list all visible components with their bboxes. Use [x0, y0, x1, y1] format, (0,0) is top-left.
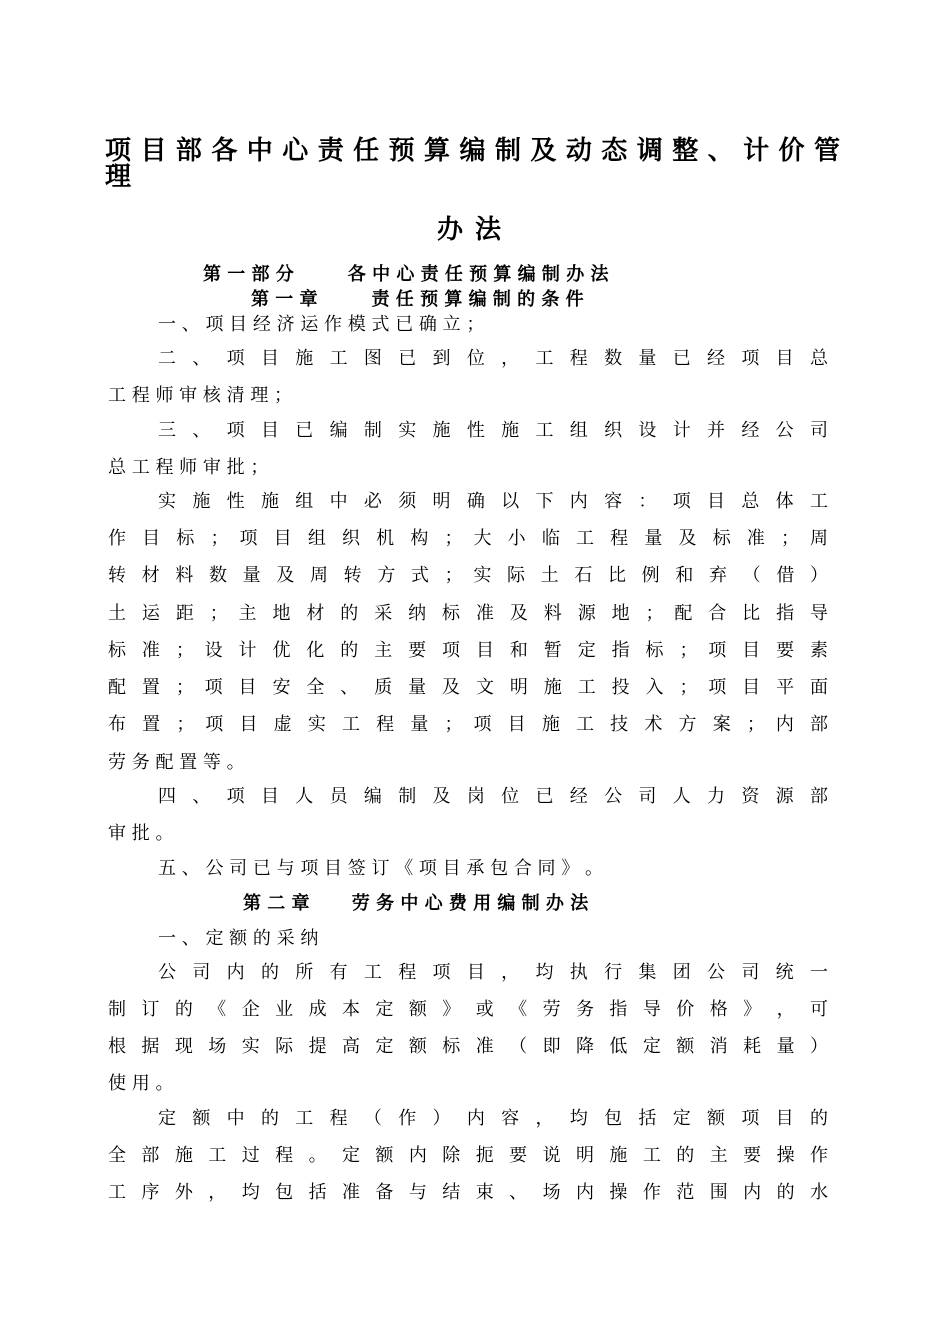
chapter1-line: 四 、 项 目 人 员 编 制 及 岗 位 已 经 公 司 人 力 资 源 部	[158, 786, 828, 807]
chapter2-line: 制 订 的 《 企 业 成 本 定 额 》 或 《 劳 务 指 导 价 格 》 ， 可	[108, 999, 828, 1020]
chapter2-line: 根 据 现 场 实 际 提 高 定 额 标 准 （ 即 降 低 定 额 消 耗 量 ）	[108, 1036, 828, 1057]
chapter1-line: 审 批 。	[108, 823, 174, 844]
chapter2-heading: 第 二 章 劳 务 中 心 费 用 编 制 办 法	[243, 893, 589, 914]
chapter1-line: 工 程 师 审 核 清 理 ；	[108, 385, 293, 406]
chapter2-line: 定 额 中 的 工 程 （ 作 ） 内 容 ， 均 包 括 定 额 项 目 的	[158, 1108, 828, 1129]
chapter1-line: 配 置 ； 项 目 安 全 、 质 量 及 文 明 施 工 投 入 ； 项 目 平 面	[108, 677, 828, 698]
chapter1-line: 标 准 ； 设 计 优 化 的 主 要 项 目 和 暂 定 指 标 ； 项 目 要 素	[108, 640, 828, 661]
document-title-line1: 项 目 部 各 中 心 责 任 预 算 编 制 及 动 态 调 整 、 计 价 管 理	[105, 136, 840, 192]
chapter1-line: 转 材 料 数 量 及 周 转 方 式 ； 实 际 土 石 比 例 和 弃 （ 借 ）	[108, 565, 828, 586]
chapter1-line: 作 目 标 ； 项 目 组 织 机 构 ； 大 小 临 工 程 量 及 标 准 ； 周	[108, 528, 828, 549]
chapter2-line: 全 部 施 工 过 程 。 定 额 内 除 扼 要 说 明 施 工 的 主 要 操 作	[108, 1145, 828, 1166]
chapter1-heading: 第 一 章 责 任 预 算 编 制 的 条 件	[251, 289, 584, 310]
chapter1-line: 劳 务 配 置 等 。	[108, 752, 245, 773]
chapter1-line: 总 工 程 师 审 批 ；	[108, 457, 269, 478]
chapter2-line: 工 序 外 ， 均 包 括 准 备 与 结 束 、 场 内 操 作 范 围 内 的 水	[108, 1182, 828, 1203]
chapter2-line: 公 司 内 的 所 有 工 程 项 目 ， 均 执 行 集 团 公 司 统 一	[158, 962, 828, 983]
chapter1-line: 一 、 项 目 经 济 运 作 模 式 已 确 立 ；	[158, 314, 485, 335]
chapter1-line: 三 、 项 目 已 编 制 实 施 性 施 工 组 织 设 计 并 经 公 司	[158, 420, 828, 441]
chapter2-line: 一 、 定 额 的 采 纳	[158, 928, 319, 949]
chapter1-line: 土 运 距 ； 主 地 材 的 采 纳 标 准 及 料 源 地 ； 配 合 比 指 导	[108, 603, 828, 624]
chapter1-line: 二 、 项 目 施 工 图 已 到 位 ， 工 程 数 量 已 经 项 目 总	[158, 348, 828, 369]
chapter2-line: 使 用 。	[108, 1073, 174, 1094]
chapter1-line: 实 施 性 施 组 中 必 须 明 确 以 下 内 容 ： 项 目 总 体 工	[158, 491, 828, 512]
document-title-line2: 办法	[436, 215, 513, 245]
chapter1-line: 五 、 公 司 已 与 项 目 签 订 《 项 目 承 包 合 同 》 。	[158, 858, 603, 879]
chapter1-line: 布 置 ； 项 目 虚 实 工 程 量 ； 项 目 施 工 技 术 方 案 ； 内 部	[108, 714, 828, 735]
part-heading: 第 一 部 分 各 中 心 责 任 预 算 编 制 办 法	[203, 264, 609, 285]
